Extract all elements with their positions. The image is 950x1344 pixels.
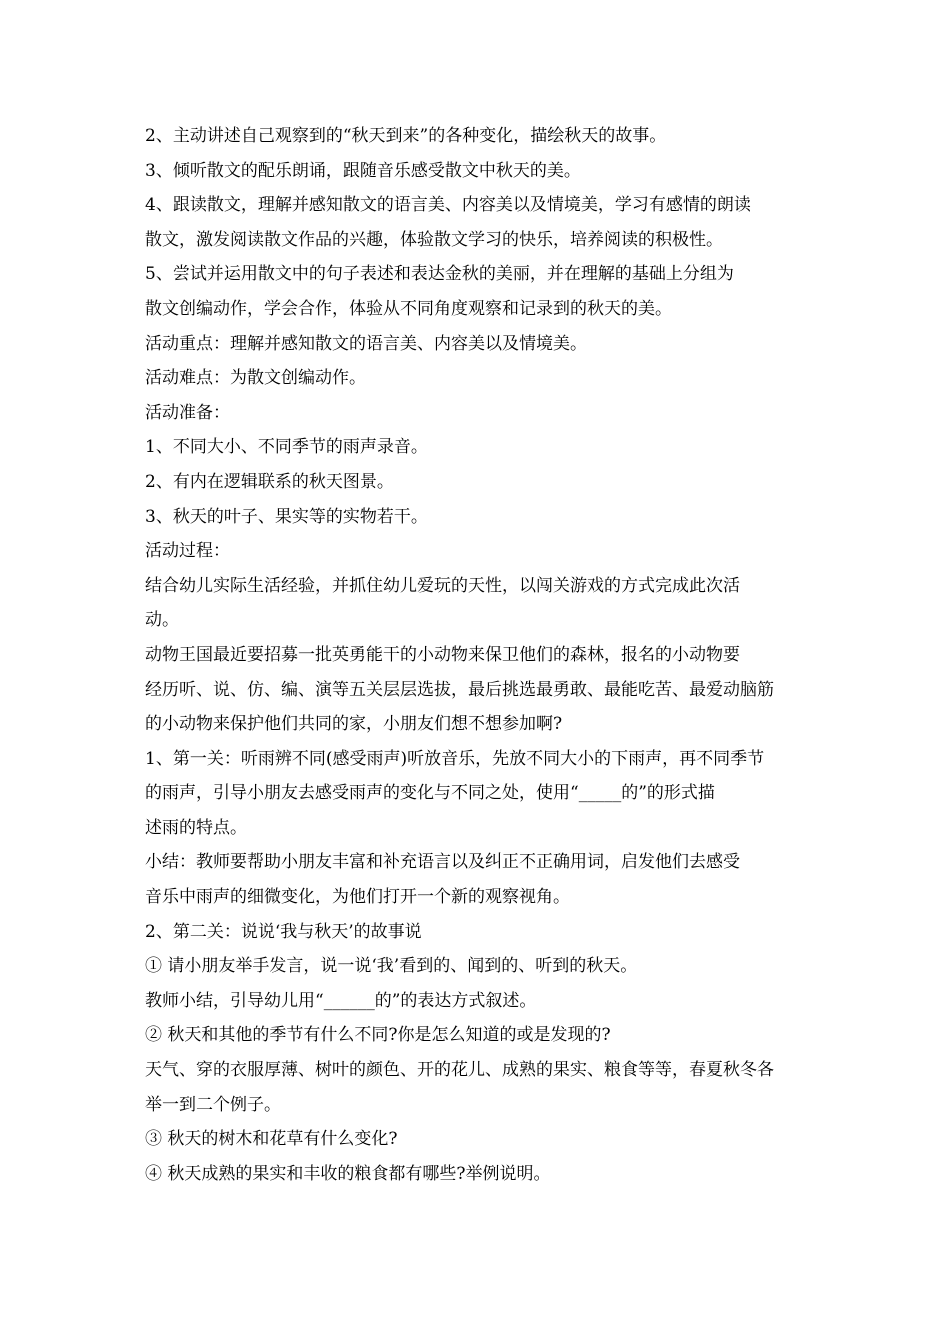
text-line: 音乐中雨声的细微变化，为他们打开一个新的观察视角。 [145,887,570,908]
text-line: 1、第一关：听雨辨不同(感受雨声)听放音乐，先放不同大小的下雨声，再不同季节 [145,748,765,769]
text-line: 动物王国最近要招募一批英勇能干的小动物来保卫他们的森林，报名的小动物要 [145,644,740,665]
document-body [145,119,810,1191]
text-line: 动。 [145,610,179,631]
text-line: 经历听、说、仿、编、演等五关层层选拔，最后挑选最勇敢、最能吃苦、最爱动脑筋 [145,679,774,700]
text-line: 天气、穿的衣服厚薄、树叶的颜色、开的花儿、成熟的果实、粮食等等，春夏秋冬各 [145,1060,774,1081]
text-line: 1、不同大小、不同季节的雨声录音。 [145,437,428,458]
text-line: 3、秋天的叶子、果实等的实物若干。 [145,506,428,527]
text-line: 5、尝试并运用散文中的句子表述和表达金秋的美丽，并在理解的基础上分组为 [145,264,734,285]
text-line: ③ 秋天的树木和花草有什么变化? [145,1129,398,1150]
text-line: 教师小结，引导幼儿用“______的”的表达方式叙述。 [145,990,537,1011]
text-line: 2、第二关：说说‘我与秋天’的故事说 [145,921,422,942]
text-line: 4、跟读散文，理解并感知散文的语言美、内容美以及情境美，学习有感情的朗读 [145,195,751,216]
text-line: 3、倾听散文的配乐朗诵，跟随音乐感受散文中秋天的美。 [145,160,581,181]
text-line: ② 秋天和其他的季节有什么不同?你是怎么知道的或是发现的? [145,1025,611,1046]
text-line: 活动重点：理解并感知散文的语言美、内容美以及情境美。 [145,333,587,354]
text-line: ① 请小朋友举手发言，说一说‘我’看到的、闻到的、听到的秋天。 [145,956,638,977]
text-line: 结合幼儿实际生活经验，并抓住幼儿爱玩的天性，以闯关游戏的方式完成此次活 [145,575,740,596]
text-line: 2、有内在逻辑联系的秋天图景。 [145,471,394,492]
text-line: ④ 秋天成熟的果实和丰收的粮食都有哪些?举例说明。 [145,1163,551,1184]
text-line: 举一到二个例子。 [145,1094,281,1115]
text-line: 散文，激发阅读散文作品的兴趣，体验散文学习的快乐，培养阅读的积极性。 [145,229,723,250]
text-line: 小结：教师要帮助小朋友丰富和补充语言以及纠正不正确用词，启发他们去感受 [145,852,740,873]
text-line: 的雨声，引导小朋友去感受雨声的变化与不同之处，使用“_____的”的形式描 [145,783,715,804]
section-heading: 活动准备： [145,402,230,423]
text-line: 述雨的特点。 [145,817,247,838]
section-heading: 活动过程： [145,541,230,562]
text-line: 的小动物来保护他们共同的家，小朋友们想不想参加啊? [145,714,563,735]
text-line: 活动难点：为散文创编动作。 [145,368,366,389]
text-line: 散文创编动作，学会合作，体验从不同角度观察和记录到的秋天的美。 [145,298,672,319]
text-line: 2、主动讲述自己观察到的“秋天到来”的各种变化，描绘秋天的故事。 [145,126,667,146]
